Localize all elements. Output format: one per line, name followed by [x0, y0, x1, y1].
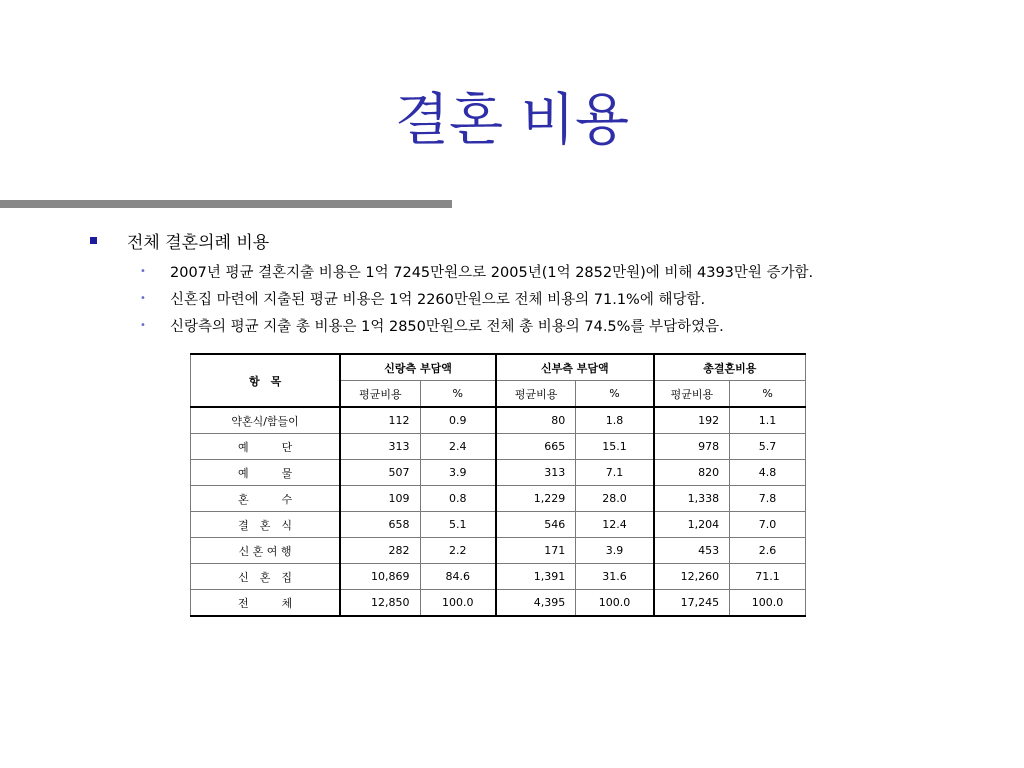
cell-percent: 12.4	[576, 512, 654, 538]
cell-avg-cost: 12,850	[340, 590, 420, 617]
cell-avg-cost: 12,260	[654, 564, 730, 590]
cell-avg-cost: 978	[654, 434, 730, 460]
cell-percent: 28.0	[576, 486, 654, 512]
cell-avg-cost: 820	[654, 460, 730, 486]
sub-bullet	[140, 315, 988, 336]
cell-avg-cost: 313	[340, 434, 420, 460]
row-label: 결 혼 식	[191, 512, 341, 538]
group-header: 총결혼비용	[654, 354, 806, 381]
cell-percent: 3.9	[576, 538, 654, 564]
sub-bullet	[140, 288, 988, 309]
cell-percent: 100.0	[420, 590, 496, 617]
cell-percent: 7.1	[576, 460, 654, 486]
sub-bullet	[140, 261, 988, 282]
bullet-main-text: 전체 결혼의례 비용	[127, 233, 270, 253]
cell-avg-cost: 453	[654, 538, 730, 564]
cell-avg-cost: 507	[340, 460, 420, 486]
row-label: 신 혼 여 행	[191, 538, 341, 564]
row-label: 혼 수	[191, 486, 341, 512]
table-row	[191, 434, 806, 460]
cell-percent: 1.8	[576, 407, 654, 434]
cell-percent: 31.6	[576, 564, 654, 590]
cell-percent: 2.2	[420, 538, 496, 564]
cell-avg-cost: 109	[340, 486, 420, 512]
cell-avg-cost: 658	[340, 512, 420, 538]
dot-bullet-icon: •	[140, 266, 146, 277]
bullet-main	[88, 228, 988, 253]
square-bullet-icon	[90, 237, 97, 244]
cell-percent: 3.9	[420, 460, 496, 486]
cell-percent: 0.8	[420, 486, 496, 512]
cell-avg-cost: 80	[496, 407, 576, 434]
bullet-list	[88, 228, 988, 342]
table-row	[191, 564, 806, 590]
cell-avg-cost: 313	[496, 460, 576, 486]
wedding-cost-table	[190, 353, 806, 617]
group-header: 신랑측 부담액	[340, 354, 496, 381]
sub-header-avg: 평균비용	[496, 381, 576, 408]
cell-avg-cost: 665	[496, 434, 576, 460]
slide-title: 결혼 비용	[394, 88, 630, 153]
dot-bullet-icon: •	[140, 320, 146, 331]
cell-percent: 2.6	[730, 538, 806, 564]
row-label: 예 단	[191, 434, 341, 460]
table-row	[191, 486, 806, 512]
table-row	[191, 512, 806, 538]
title-divider	[0, 200, 452, 208]
cell-avg-cost: 1,391	[496, 564, 576, 590]
cell-avg-cost: 17,245	[654, 590, 730, 617]
cell-avg-cost: 10,869	[340, 564, 420, 590]
table-row	[191, 538, 806, 564]
cell-percent: 1.1	[730, 407, 806, 434]
sub-header-pct: %	[420, 381, 496, 408]
sub-bullet-text: 신혼집 마련에 지출된 평균 비용은 1억 2260만원으로 전체 비용의 71.1%에 해당함.	[170, 292, 706, 308]
table-row	[191, 460, 806, 486]
table-header-row	[191, 354, 806, 381]
cell-percent: 100.0	[576, 590, 654, 617]
cell-percent: 5.7	[730, 434, 806, 460]
cell-percent: 2.4	[420, 434, 496, 460]
cell-avg-cost: 1,229	[496, 486, 576, 512]
cell-percent: 5.1	[420, 512, 496, 538]
cell-avg-cost: 1,204	[654, 512, 730, 538]
table-row	[191, 407, 806, 434]
sub-header-pct: %	[576, 381, 654, 408]
cell-percent: 7.0	[730, 512, 806, 538]
cell-avg-cost: 4,395	[496, 590, 576, 617]
cell-avg-cost: 171	[496, 538, 576, 564]
dot-bullet-icon: •	[140, 293, 146, 304]
table-row	[191, 590, 806, 617]
cell-percent: 0.9	[420, 407, 496, 434]
sub-bullet-text: 신랑측의 평균 지출 총 비용은 1억 2850만원으로 전체 총 비용의 74.5%를 부담하였음.	[170, 319, 724, 335]
group-header: 신부측 부담액	[496, 354, 654, 381]
cell-avg-cost: 1,338	[654, 486, 730, 512]
sub-header-avg: 평균비용	[654, 381, 730, 408]
cell-percent: 100.0	[730, 590, 806, 617]
sub-bullet-text: 2007년 평균 결혼지출 비용은 1억 7245만원으로 2005년(1억 2852만원)에 비해 4393만원 증가함.	[170, 265, 814, 281]
cell-percent: 7.8	[730, 486, 806, 512]
cell-percent: 15.1	[576, 434, 654, 460]
row-label: 전 체	[191, 590, 341, 617]
row-label: 약혼식/함들이	[191, 407, 341, 434]
cell-percent: 84.6	[420, 564, 496, 590]
sub-header-avg: 평균비용	[340, 381, 420, 408]
cell-avg-cost: 192	[654, 407, 730, 434]
sub-header-pct: %	[730, 381, 806, 408]
row-label: 예 물	[191, 460, 341, 486]
cell-avg-cost: 112	[340, 407, 420, 434]
cell-percent: 71.1	[730, 564, 806, 590]
cell-avg-cost: 282	[340, 538, 420, 564]
cell-percent: 4.8	[730, 460, 806, 486]
item-header: 항 목	[191, 354, 341, 407]
row-label: 신 혼 집	[191, 564, 341, 590]
cell-avg-cost: 546	[496, 512, 576, 538]
